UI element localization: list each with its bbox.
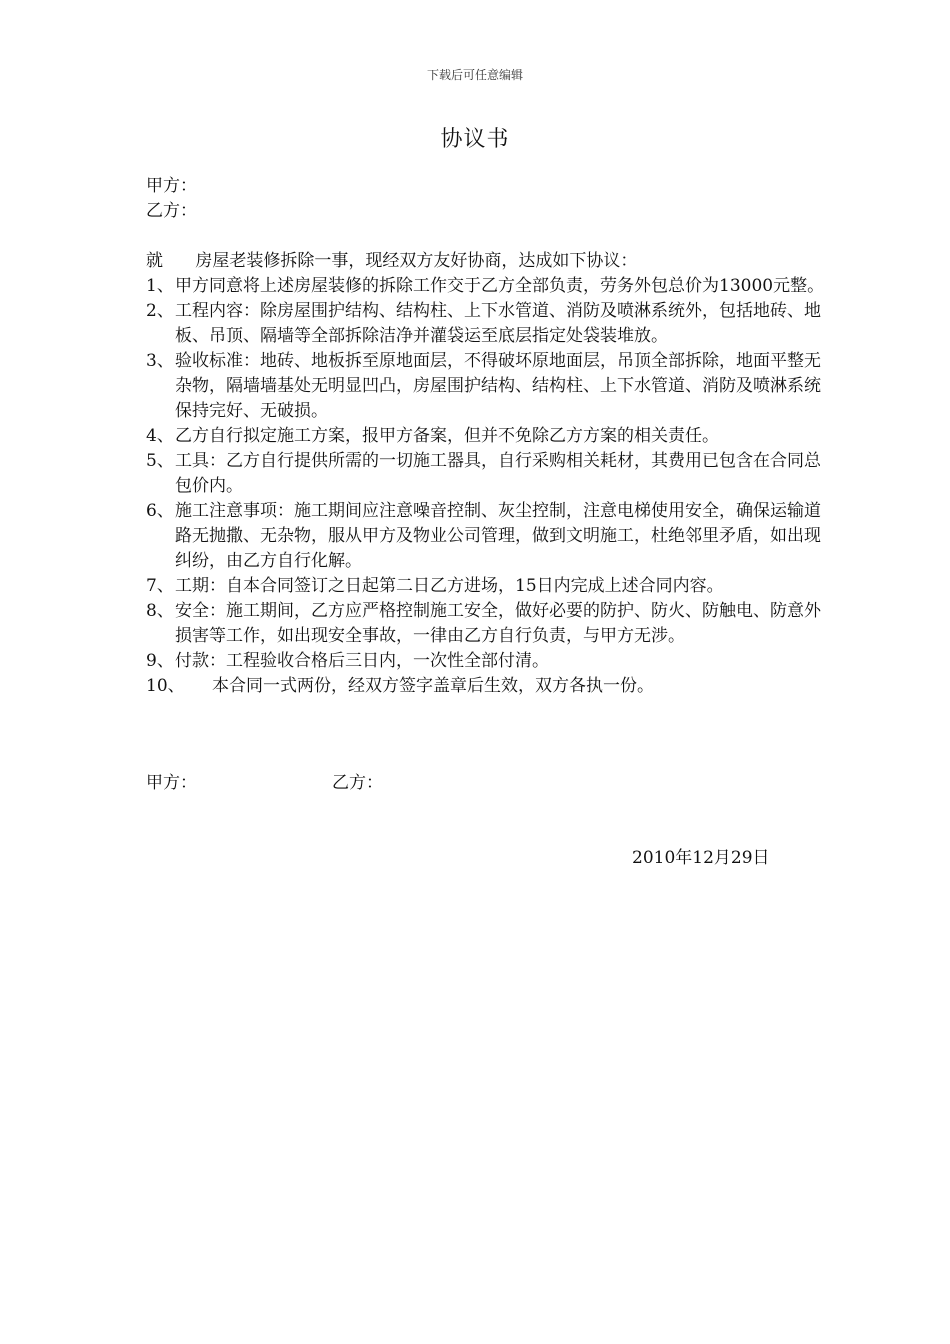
signature-row — [146, 771, 383, 796]
clause-number: 5、 — [146, 451, 174, 471]
clause-text: 安全：施工期间，乙方应严格控制施工安全，做好必要的防护、防火、防触电、防意外损害等工作，如出现安全事故，一律由乙方自行负责，与甲方无涉。 — [175, 601, 821, 646]
signature-party-a: 甲方： — [146, 773, 197, 793]
clause-number: 8、 — [146, 601, 174, 621]
clause-text: 验收标准：地砖、地板拆至原地面层，不得破坏原地面层，吊顶全部拆除，地面平整无杂物，隔墙墙基处无明显凹凸，房屋围护结构、结构柱、上下水管道、消防及喷淋系统保持完好、无破损。 — [175, 351, 821, 421]
clause-text: 施工注意事项：施工期间应注意噪音控制、灰尘控制，注意电梯使用安全，确保运输道路无抛撒、无杂物，服从甲方及物业公司管理，做到文明施工，杜绝邻里矛盾，如出现纠纷，由乙方自行化解。 — [175, 501, 821, 571]
clause-text: 付款：工程验收合格后三日内，一次性全部付清。 — [175, 651, 549, 671]
clause-4 — [146, 424, 826, 449]
clause-text: 甲方同意将上述房屋装修的拆除工作交于乙方全部负责，劳务外包总价为13000元整。 — [175, 276, 825, 296]
party-b-label: 乙方： — [146, 201, 197, 221]
clause-6 — [146, 499, 826, 574]
header-note: 下载后可任意编辑 — [426, 68, 523, 82]
intro-paragraph: 就 房屋老装修拆除一事，现经双方友好协商，达成如下协议： — [146, 251, 638, 271]
clause-number: 4、 — [146, 426, 174, 446]
clause-text: 工程内容：除房屋围护结构、结构柱、上下水管道、消防及喷淋系统外，包括地砖、地板、吊顶、隔墙等全部拆除洁净并灌袋运至底层指定处袋装堆放。 — [175, 301, 821, 346]
document-title: 协议书 — [440, 127, 510, 152]
clause-number: 6、 — [146, 501, 174, 521]
clause-9 — [146, 649, 826, 674]
clause-text: 工期：自本合同签订之日起第二日乙方进场，15日内完成上述合同内容。 — [175, 576, 724, 596]
clause-number: 9、 — [146, 651, 174, 671]
clause-text: 乙方自行拟定施工方案，报甲方备案，但并不免除乙方方案的相关责任。 — [175, 426, 719, 446]
clause-number: 10、 — [146, 676, 185, 696]
clause-1 — [146, 274, 826, 299]
clause-2 — [146, 299, 826, 349]
party-lines — [146, 174, 197, 224]
clause-number: 7、 — [146, 576, 174, 596]
clause-8 — [146, 599, 826, 649]
clause-number: 3、 — [146, 351, 174, 371]
clause-number: 2、 — [146, 301, 174, 321]
signing-date: 2010年12月29日 — [632, 848, 770, 868]
clause-10 — [146, 674, 826, 699]
party-a-label: 甲方： — [146, 176, 197, 196]
clause-7 — [146, 574, 826, 599]
clause-number: 1、 — [146, 276, 174, 296]
clause-text: 工具：乙方自行提供所需的一切施工器具，自行采购相关耗材，其费用已包含在合同总包价内。 — [175, 451, 821, 496]
clause-3 — [146, 349, 826, 424]
clause-5 — [146, 449, 826, 499]
clause-list — [146, 274, 826, 699]
signature-party-b: 乙方： — [332, 773, 383, 793]
clause-text: 本合同一式两份，经双方签字盖章后生效，双方各执一份。 — [212, 676, 654, 696]
